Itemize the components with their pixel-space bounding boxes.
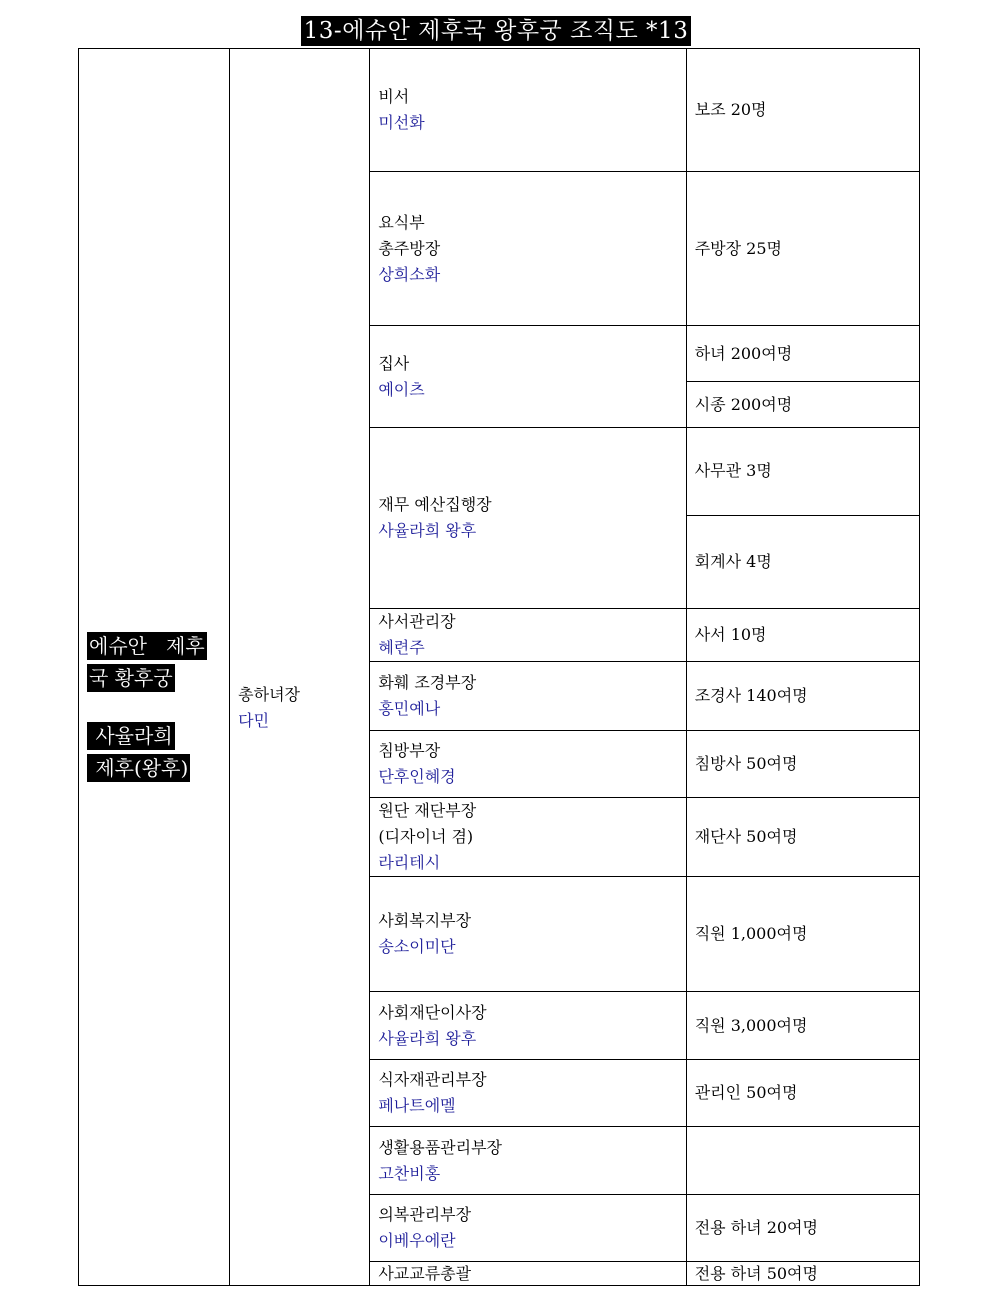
dept-role-sub: (디자이너 겸) [378, 827, 474, 846]
queen-name-line1: 사율라희 [89, 724, 173, 748]
dept-head-name: 사율라희 왕후 [378, 521, 477, 540]
staff-count: 사서 10명 [694, 625, 767, 644]
dept-role: 침방부장 [378, 741, 441, 760]
dept-row-secretary [79, 49, 920, 172]
dept-cell [370, 798, 686, 877]
dept-head-name: 송소이미단 [378, 937, 456, 956]
dept-cell [370, 1195, 686, 1262]
dept-head-name: 페나트에멜 [378, 1096, 456, 1115]
staff-count: 주방장 25명 [694, 238, 782, 258]
staff-cell [686, 877, 919, 992]
staff-cell [686, 992, 919, 1060]
dept-cell [370, 326, 686, 428]
dept-head-name: 이베우에란 [378, 1231, 456, 1250]
dept-cell [370, 877, 686, 992]
chief-name: 다민 [238, 711, 270, 730]
staff-cell [686, 326, 919, 382]
dept-cell [370, 172, 686, 326]
dept-head-name: 혜련주 [378, 638, 425, 657]
staff-cell [686, 609, 919, 662]
staff-count: 전용 하녀 50여명 [694, 1263, 818, 1283]
chief-role: 총하녀장 [238, 685, 300, 704]
staff-count: 직원 3,000여명 [694, 1015, 808, 1035]
staff-count: 관리인 50여명 [694, 1083, 798, 1102]
staff-cell [686, 172, 919, 326]
dept-role: 식자재관리부장 [378, 1070, 487, 1089]
dept-role: 의복관리부장 [378, 1205, 472, 1224]
staff-cell [686, 382, 919, 428]
staff-count: 직원 1,000여명 [694, 924, 808, 943]
dept-role: 사서관리장 [378, 612, 456, 631]
dept-role: 사회재단이사장 [378, 1002, 487, 1022]
dept-cell [370, 731, 686, 798]
org-chart-table [78, 48, 920, 1286]
dept-head-name: 예이츠 [378, 379, 425, 399]
dept-role-sub: 총주방장 [378, 238, 441, 258]
staff-count: 재단사 50여명 [694, 827, 798, 846]
dept-cell [370, 992, 686, 1060]
staff-count: 사무관 3명 [694, 461, 772, 480]
staff-count: 회계사 4명 [694, 552, 772, 571]
dept-head-name: 미선화 [378, 113, 425, 132]
dept-cell [370, 662, 686, 731]
dept-role: 사교교류총괄 [378, 1263, 472, 1283]
dept-role: 집사 [378, 353, 410, 373]
palace-name-line2: 국 황후궁 [89, 666, 173, 690]
staff-count: 전용 하녀 20여명 [694, 1218, 818, 1237]
dept-head-name: 고찬비홍 [378, 1163, 441, 1183]
dept-head-name: 사율라희 왕후 [378, 1028, 477, 1048]
dept-head-name: 단후인혜경 [378, 767, 456, 786]
dept-role: 원단 재단부장 [378, 801, 477, 820]
staff-cell [686, 428, 919, 516]
dept-role: 재무 예산집행장 [378, 495, 492, 514]
palace-name-line1: 에슈안 제후 [89, 634, 205, 658]
dept-cell [370, 609, 686, 662]
queen-name-line2: 제후(왕후) [89, 756, 189, 780]
staff-cell [686, 731, 919, 798]
dept-role: 비서 [378, 87, 410, 106]
dept-cell [370, 49, 686, 172]
dept-cell [370, 1060, 686, 1127]
staff-count: 조경사 140여명 [694, 686, 808, 705]
staff-count: 보조 20명 [694, 100, 767, 119]
dept-cell [370, 1127, 686, 1195]
dept-head-name: 홍민예나 [378, 699, 441, 718]
dept-head-name: 라리테시 [378, 853, 441, 872]
dept-role: 화훼 조경부장 [378, 673, 477, 692]
dept-role: 사회복지부장 [378, 911, 472, 930]
staff-cell [686, 49, 919, 172]
staff-cell [686, 798, 919, 877]
dept-role: 생활용품관리부장 [378, 1137, 502, 1157]
staff-count: 시종 200여명 [694, 394, 793, 414]
staff-count: 하녀 200여명 [694, 343, 793, 363]
staff-cell [686, 662, 919, 731]
staff-cell [686, 1262, 919, 1286]
chief-cell [230, 49, 370, 1286]
staff-count: 침방사 50여명 [694, 754, 798, 773]
staff-cell [686, 1060, 919, 1127]
palace-cell [79, 49, 230, 1286]
page-title: 13-에슈안 제후국 왕후궁 조직도 *13 [301, 16, 692, 46]
dept-role: 요식부 [378, 212, 425, 232]
dept-head-name: 상희소화 [378, 264, 441, 284]
staff-cell [686, 1195, 919, 1262]
dept-cell [370, 1262, 686, 1286]
title-wrap [0, 16, 992, 46]
dept-cell [370, 428, 686, 609]
staff-cell [686, 516, 919, 609]
staff-cell [686, 1127, 919, 1195]
